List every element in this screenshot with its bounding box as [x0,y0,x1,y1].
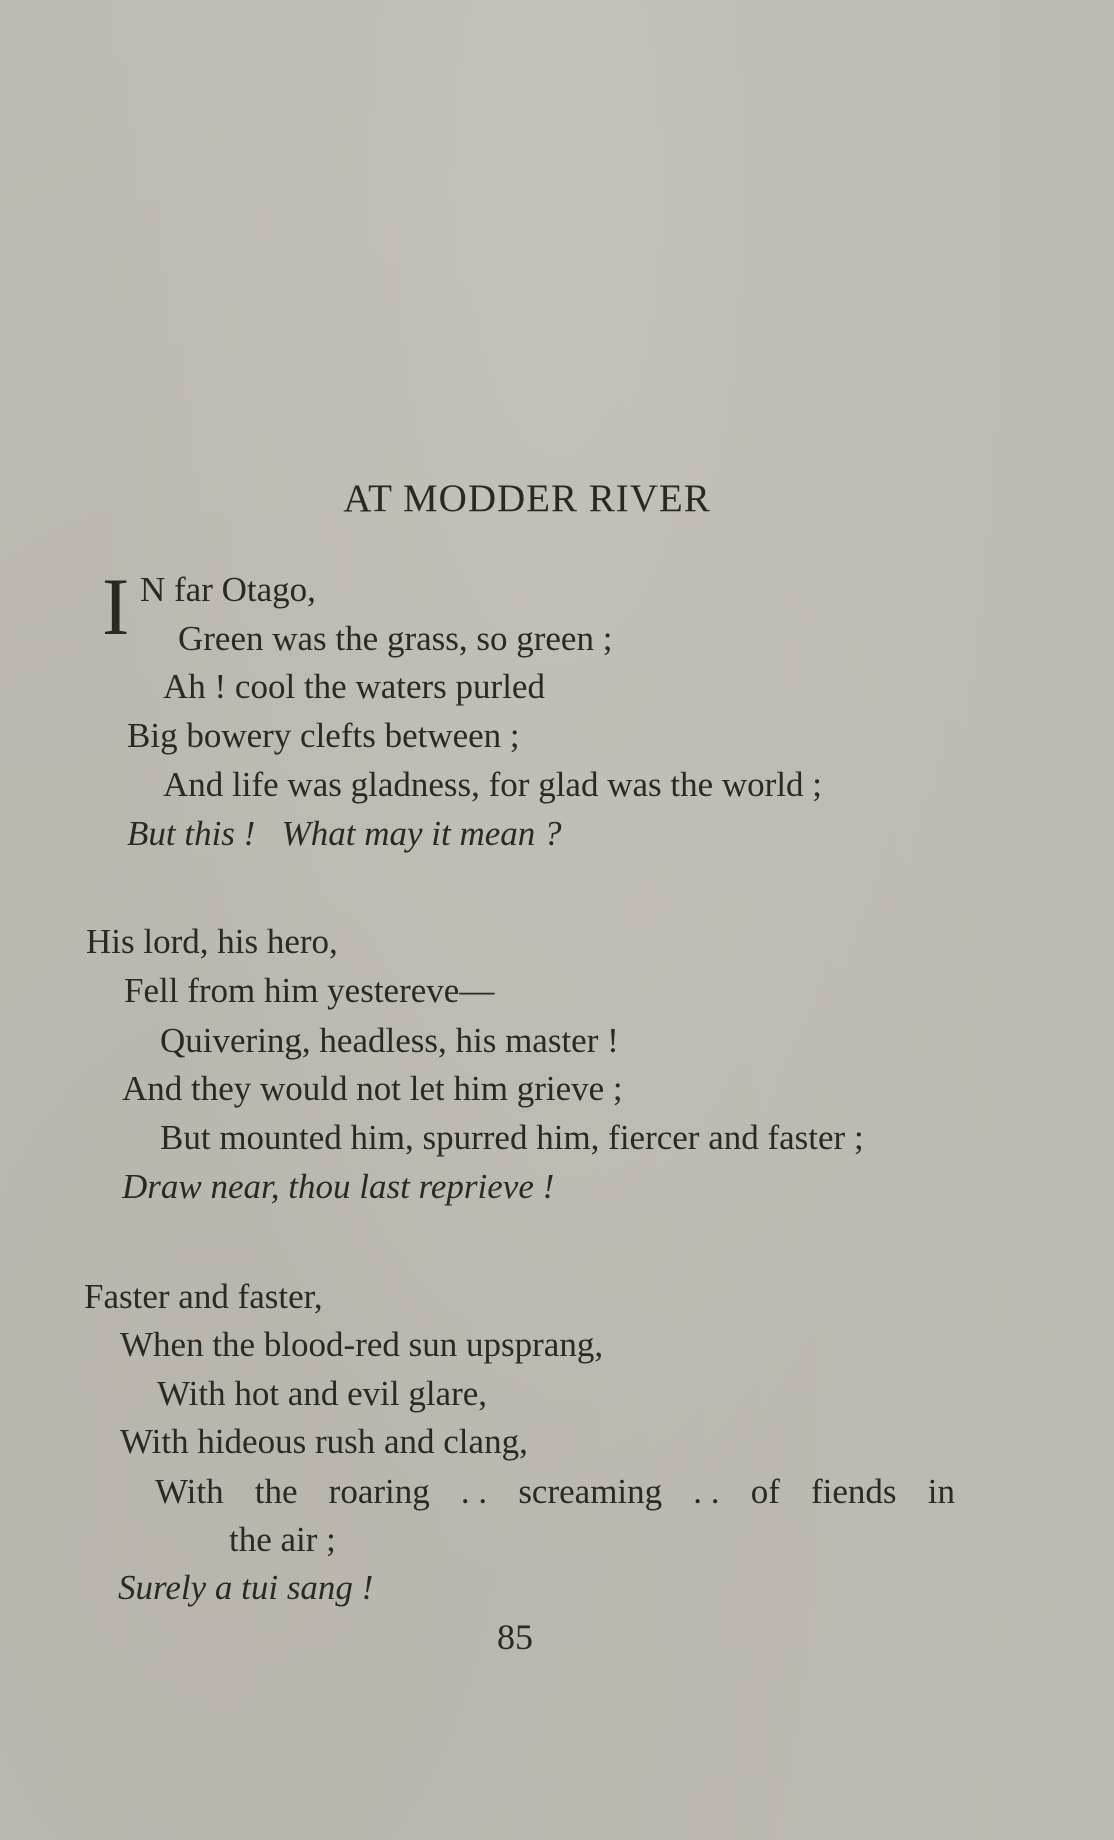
page-number: 85 [497,1617,533,1657]
word: fiends [811,1472,897,1511]
stanza3-line4: With hideous rush and clang, [120,1422,528,1461]
word: . . [460,1472,488,1511]
stanza3-line1: Faster and faster, [84,1277,323,1316]
stanza3-line3: With hot and evil glare, [157,1374,488,1413]
word: . . [693,1472,720,1511]
stanza1-line6: But this ! What may it mean ? [127,814,562,853]
word: the [254,1472,298,1511]
stanza1-line1: N far Otago, [140,570,316,609]
word: roaring [328,1472,430,1511]
stanza1-line3: Ah ! cool the waters purled [163,667,545,706]
word: in [927,1472,955,1511]
stanza2-line2: Fell from him yestereve— [124,971,495,1010]
word: screaming [518,1472,663,1511]
stanza3-line5 [155,1472,955,1512]
drop-cap: I [102,561,130,652]
poem-title: AT MODDER RIVER [343,477,711,520]
stanza1-line5: And life was gladness, for glad was the world ; [163,765,823,804]
stanza3-line5-continuation: the air ; [229,1520,336,1559]
word: of [750,1472,780,1511]
stanza1-line4: Big bowery clefts between ; [127,716,520,755]
stanza2-line4: And they would not let him grieve ; [122,1069,623,1108]
stanza1-line2: Green was the grass, so green ; [178,619,613,658]
stanza2-line3: Quivering, headless, his master ! [160,1021,619,1060]
stanza3-line6: Surely a tui sang ! [118,1568,374,1607]
stanza2-line5: But mounted him, spurred him, fiercer and faster ; [160,1118,864,1157]
stanza2-line6: Draw near, thou last reprieve ! [122,1167,555,1206]
word: With [155,1472,224,1511]
stanza2-line1: His lord, his hero, [86,922,338,961]
stanza3-line2: When the blood-red sun upsprang, [120,1325,604,1364]
